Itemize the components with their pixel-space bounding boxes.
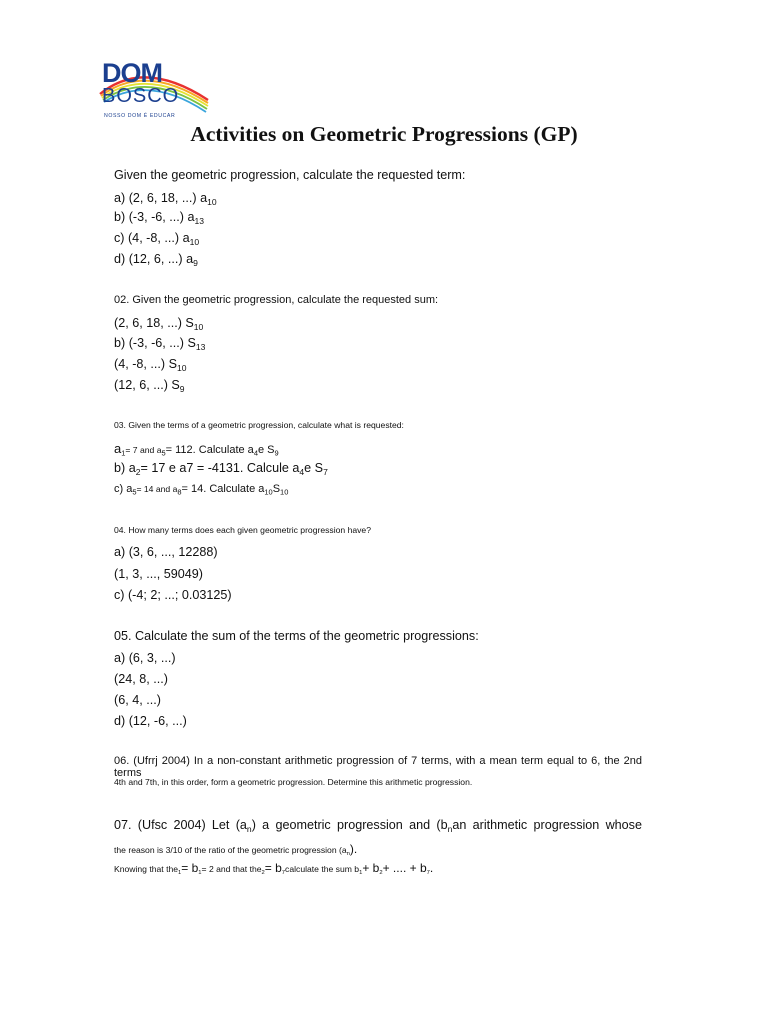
q2-item-4: (12, 6, ...) $S_9$ [114, 378, 185, 394]
q2-item-2: b) (-3, -6, ...) $S_{13}$ [114, 336, 206, 352]
q5-item-d: d) (12, -6, ...) [114, 714, 187, 728]
dom-bosco-logo [96, 56, 214, 122]
q1-item-c: c) (4, -8, ...) $a_{10}$ [114, 231, 200, 247]
q5-heading: 05. Calculate the sum of the terms of the geometric progressions: [114, 629, 479, 643]
q6-line-2: 4th and 7th, in this order, form a geometric progression. Determine this arithmetic progression. [114, 777, 473, 787]
q7-line-1: 07. (Ufsc 2004) Let $(a_n)$ a geometric progression and ($b_nan$ arithmetic progression whose [114, 818, 642, 834]
svg-text:DOM: DOM [102, 58, 162, 88]
q1-item-d: d) (12, 6, ...) $a_9$ [114, 252, 198, 268]
q4-heading: 04. How many terms does each given geometric progression have? [114, 525, 371, 535]
q6-line-1: 06. (Ufrrj 2004) In a non-constant arithmetic progression of 7 terms, with a mean term equal to 6, the 2nd terms [114, 755, 642, 779]
q2-item-3: (4, -8, ...) $S_{10}$ [114, 357, 187, 373]
q5-item-b: (24, 8, ...) [114, 672, 168, 686]
page-title: Activities on Geometric Progressions (GP) [190, 122, 578, 146]
q7-line-2: the reason is 3/10 of the ratio of the geometric progression $(a_n)$. [114, 842, 358, 858]
q4-item-a: a) (3, 6, ..., 12288) [114, 545, 218, 559]
svg-text:BOSCO: BOSCO [102, 85, 180, 107]
q1-heading: Given the geometric progression, calculate the requested term: [114, 168, 466, 182]
q5-item-c: (6, 4, ...) [114, 693, 161, 707]
q1-item-a: a) (2, 6, 18, ...) $a_{10}$ [114, 191, 217, 207]
q3-item-c: c) $a_5= 14$ and $a_8= 14$. Calculate $a_{10}S_{10}$ [114, 483, 289, 497]
svg-text:NOSSO DOM É EDUCAR: NOSSO DOM É EDUCAR [104, 113, 176, 119]
q2-item-1: (2, 6, 18, ...) $S_{10}$ [114, 316, 204, 332]
q3-heading: 03. Given the terms of a geometric progression, calculate what is requested: [114, 420, 404, 430]
q7-line-3: Knowing that $the_1= b_1= 2$ and that $the_2= b_7calculate$ the sum $b_1+ b_2+$ .... + $b_7$. [114, 861, 434, 877]
q4-item-b: (1, 3, ..., 59049) [114, 567, 203, 581]
q1-item-b: b) (-3, -6, ...) $a_{13}$ [114, 210, 204, 226]
q4-item-c: c) (-4; 2; ...; 0.03125) [114, 588, 232, 602]
q2-heading: 02. Given the geometric progression, calculate the requested sum: [114, 294, 439, 306]
q3-item-b: b) $a_2= 17$ e a7 = -4131. Calcule $a_4e$ $S_7$ [114, 461, 328, 477]
q5-item-a: a) (6, 3, ...) [114, 651, 176, 665]
q3-item-a: $a_1= 7$ and $a_5= 112$. Calculate $a_4e$ $S_9$ [114, 441, 279, 458]
